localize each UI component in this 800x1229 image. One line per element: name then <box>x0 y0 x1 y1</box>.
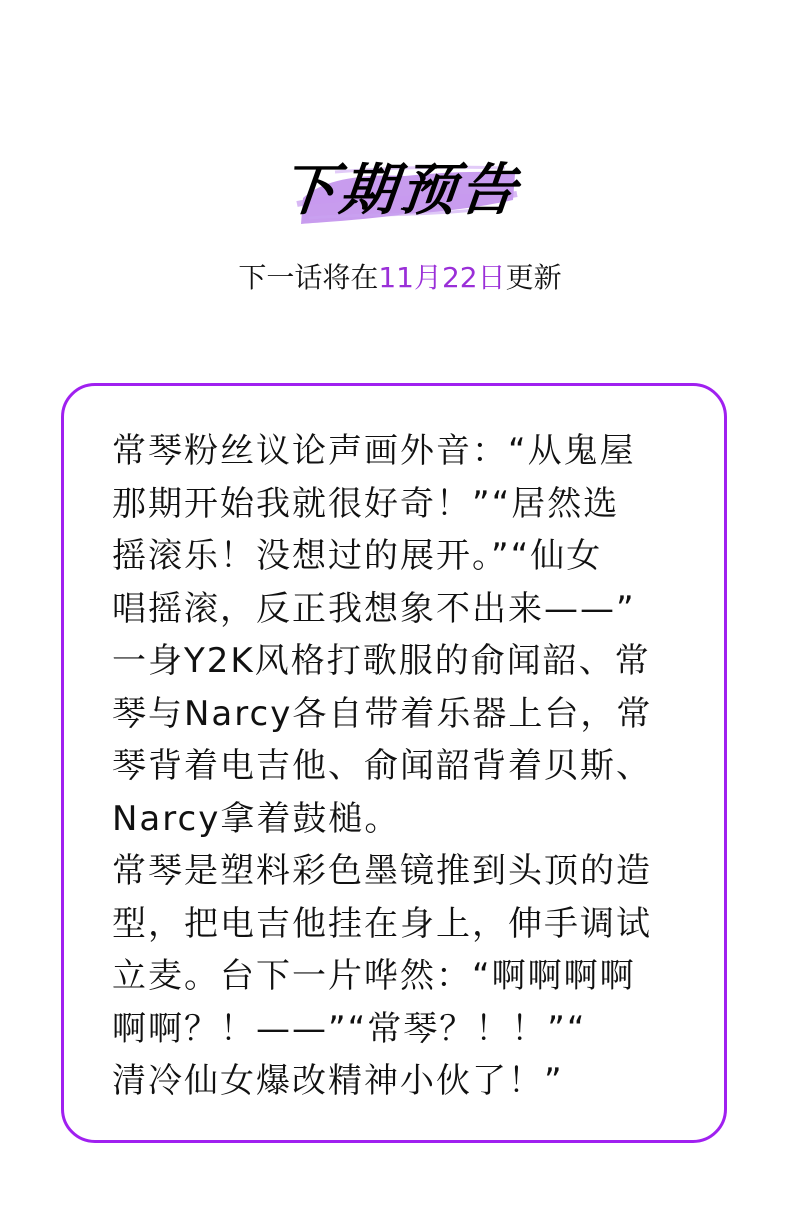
page-title: 下期预告 <box>276 158 524 223</box>
preview-paragraph-1: 常琴粉丝议论声画外音：“从鬼屋 那期开始我就很好奇！”“居然选 摇滚乐！没想过的展开。”“仙女 唱摇滚，反正我想象不出来——” 一身Y2K风格打歌服的俞闻韶、常 琴与Narcy各自带着乐器上台，常 琴背着电吉他、俞闻韶背着贝斯、 Narcy拿着鼓槌。 <box>112 431 653 839</box>
preview-paragraph-2: 常琴是塑料彩色墨镜推到头顶的造 型，把电吉他挂在身上，伸手调试 立麦。台下一片哗然：“啊啊啊啊 啊啊？！——”“常琴？！！”“ 清冷仙女爆改精神小伙了！” <box>112 851 652 1101</box>
update-notice-prefix: 下一话将在 <box>238 261 379 294</box>
update-notice <box>0 258 800 298</box>
update-notice-suffix: 更新 <box>505 261 562 294</box>
preview-text <box>112 425 692 1108</box>
update-date: 11月22日 <box>378 261 506 294</box>
